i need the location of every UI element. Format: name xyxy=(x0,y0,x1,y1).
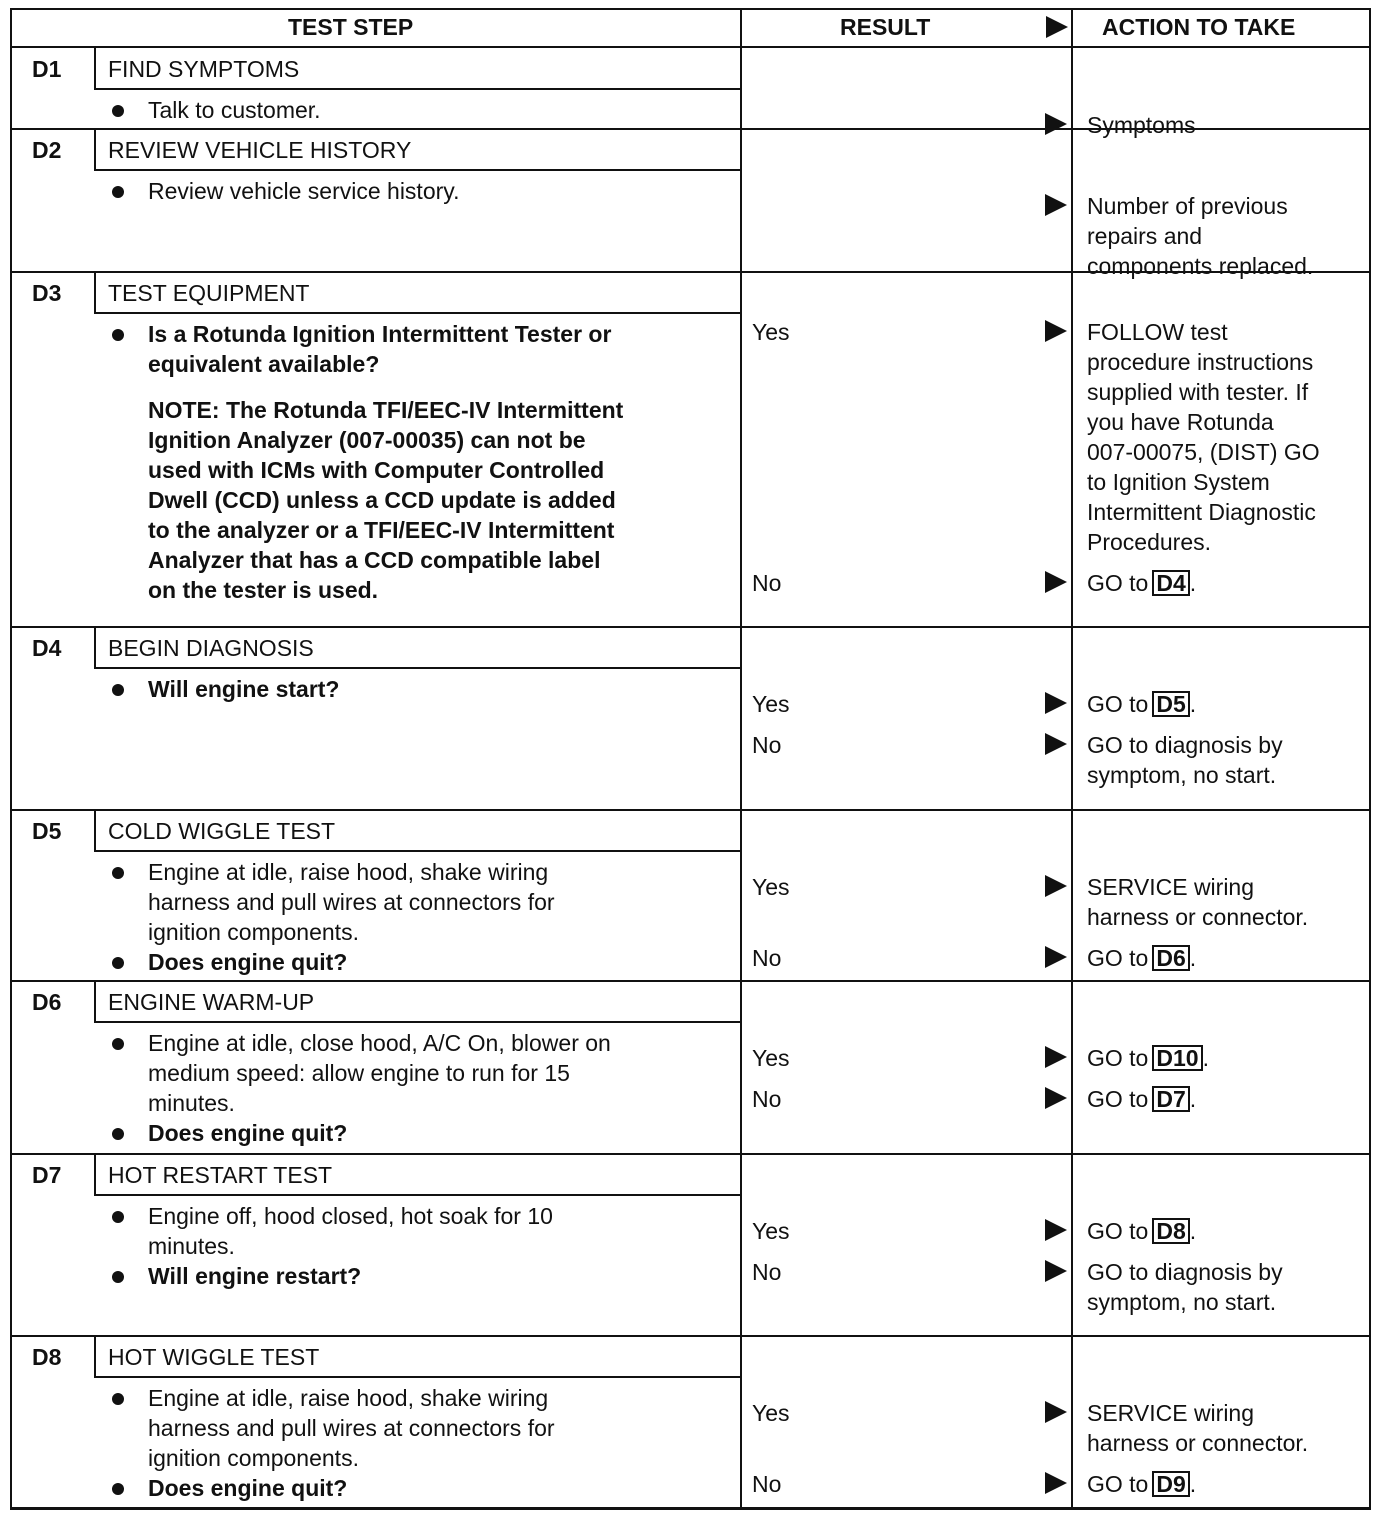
action-line: GO to D7 . xyxy=(1087,1086,1197,1112)
action-line: Number of previous xyxy=(1087,193,1288,219)
reference-suffix: . xyxy=(1189,691,1197,717)
step-reference-box[interactable]: D10 xyxy=(1152,1045,1202,1071)
result-value: No xyxy=(752,1471,782,1497)
step-id-divider xyxy=(94,1154,96,1195)
header-result: RESULT xyxy=(840,14,931,40)
step-title-underline xyxy=(94,312,740,314)
bullet-icon xyxy=(112,1393,124,1405)
action-line: 007-00075, (DIST) GO xyxy=(1087,439,1320,465)
step-title-underline xyxy=(94,1021,740,1023)
action-line: symptom, no start. xyxy=(1087,1289,1277,1315)
step-id: D6 xyxy=(32,989,62,1015)
table-top-border xyxy=(10,8,1371,10)
result-value: No xyxy=(752,1259,782,1285)
reference-suffix: . xyxy=(1189,570,1197,596)
diagnostic-table xyxy=(10,8,1371,1509)
reference-suffix: . xyxy=(1189,1086,1197,1112)
step-title: REVIEW VEHICLE HISTORY xyxy=(108,137,412,163)
procedure-line: Review vehicle service history. xyxy=(148,178,460,204)
procedure-line: Does engine quit? xyxy=(148,949,348,975)
arrow-icon xyxy=(1045,571,1067,593)
bullet-icon xyxy=(112,329,124,341)
procedure-line: minutes. xyxy=(148,1090,235,1116)
step-id-divider xyxy=(94,981,96,1022)
procedure-line: Engine at idle, raise hood, shake wiring xyxy=(148,859,549,885)
procedure-line: minutes. xyxy=(148,1233,235,1259)
bullet-icon xyxy=(112,186,124,198)
arrow-icon xyxy=(1045,1219,1067,1241)
step-separator xyxy=(10,1508,1371,1510)
step-id-divider xyxy=(94,810,96,851)
arrow-icon xyxy=(1045,1260,1067,1282)
header-underline xyxy=(10,46,1371,48)
bullet-icon xyxy=(112,1271,124,1283)
step-id: D5 xyxy=(32,818,62,844)
procedure-line: Engine off, hood closed, hot soak for 10 xyxy=(148,1203,553,1229)
reference-suffix: . xyxy=(1189,1471,1197,1497)
action-line: GO to D6 . xyxy=(1087,945,1197,971)
action-line: GO to diagnosis by xyxy=(1087,1259,1283,1285)
procedure-line: Dwell (CCD) unless a CCD update is added xyxy=(148,487,616,513)
arrow-icon xyxy=(1045,320,1067,342)
result-value: Yes xyxy=(752,874,790,900)
step-title-underline xyxy=(94,1194,740,1196)
procedure-line: used with ICMs with Computer Controlled xyxy=(148,457,605,483)
step-reference-box[interactable]: D8 xyxy=(1152,1218,1189,1244)
step-title: HOT RESTART TEST xyxy=(108,1162,333,1188)
procedure-line: medium speed: allow engine to run for 15 xyxy=(148,1060,570,1086)
arrow-icon xyxy=(1045,113,1067,135)
arrow-icon xyxy=(1045,875,1067,897)
arrow-icon xyxy=(1045,733,1067,755)
procedure-line: harness and pull wires at connectors for xyxy=(148,889,555,915)
procedure-line: Will engine restart? xyxy=(148,1263,362,1289)
action-line: harness or connector. xyxy=(1087,904,1309,930)
action-line: GO to diagnosis by xyxy=(1087,732,1283,758)
result-value: Yes xyxy=(752,1218,790,1244)
arrow-icon xyxy=(1045,692,1067,714)
result-value: Yes xyxy=(752,1400,790,1426)
table-left-border xyxy=(10,8,12,1509)
step-id: D7 xyxy=(32,1162,62,1188)
step-reference-box[interactable]: D5 xyxy=(1152,691,1189,717)
step-reference-box[interactable]: D4 xyxy=(1152,570,1189,596)
bullet-icon xyxy=(112,957,124,969)
column-divider-result xyxy=(740,8,742,1509)
step-title-underline xyxy=(94,667,740,669)
arrow-icon xyxy=(1045,1087,1067,1109)
step-separator xyxy=(10,1153,1371,1155)
action-line: GO to D5 . xyxy=(1087,691,1197,717)
action-line: SERVICE wiring xyxy=(1087,1400,1255,1426)
action-line: repairs and xyxy=(1087,223,1203,249)
procedure-line: Does engine quit? xyxy=(148,1475,348,1501)
step-id-divider xyxy=(94,272,96,313)
procedure-line: ignition components. xyxy=(148,1445,359,1471)
action-line: symptom, no start. xyxy=(1087,762,1277,788)
step-title: ENGINE WARM-UP xyxy=(108,989,315,1015)
result-value: Yes xyxy=(752,319,790,345)
bullet-icon xyxy=(112,1128,124,1140)
step-reference-box[interactable]: D6 xyxy=(1152,945,1189,971)
procedure-line: Talk to customer. xyxy=(148,97,321,123)
step-id: D3 xyxy=(32,280,62,306)
procedure-line: ignition components. xyxy=(148,919,359,945)
step-separator xyxy=(10,626,1371,628)
bullet-icon xyxy=(112,1483,124,1495)
procedure-line: NOTE: The Rotunda TFI/EEC-IV Intermittent xyxy=(148,397,624,423)
step-title-underline xyxy=(94,169,740,171)
bullet-icon xyxy=(112,105,124,117)
action-line: harness or connector. xyxy=(1087,1430,1309,1456)
action-line: GO to D4 . xyxy=(1087,570,1197,596)
arrow-icon xyxy=(1045,1046,1067,1068)
procedure-line: to the analyzer or a TFI/EEC-IV Intermittent xyxy=(148,517,615,543)
bullet-icon xyxy=(112,1211,124,1223)
action-line: components replaced. xyxy=(1087,253,1314,279)
header-action-to-take: ACTION TO TAKE xyxy=(1102,14,1296,40)
action-line: Intermittent Diagnostic xyxy=(1087,499,1316,525)
step-id: D1 xyxy=(32,56,62,82)
action-line: GO to D10 . xyxy=(1087,1045,1209,1071)
result-value: No xyxy=(752,570,782,596)
action-line: GO to D8 . xyxy=(1087,1218,1197,1244)
reference-suffix: . xyxy=(1189,1218,1197,1244)
action-line: GO to D9 . xyxy=(1087,1471,1197,1497)
step-title: COLD WIGGLE TEST xyxy=(108,818,336,844)
step-id: D2 xyxy=(32,137,62,163)
action-line: Procedures. xyxy=(1087,529,1212,555)
action-line: SERVICE wiring xyxy=(1087,874,1255,900)
bullet-icon xyxy=(112,684,124,696)
step-id-divider xyxy=(94,1336,96,1377)
step-id: D8 xyxy=(32,1344,62,1370)
procedure-line: equivalent available? xyxy=(148,351,380,377)
bullet-icon xyxy=(112,867,124,879)
procedure-line: Is a Rotunda Ignition Intermittent Tester or xyxy=(148,321,612,347)
header-arrow-icon xyxy=(1046,16,1068,38)
step-separator xyxy=(10,809,1371,811)
procedure-line: Will engine start? xyxy=(148,676,340,702)
result-value: Yes xyxy=(752,1045,790,1071)
result-value: No xyxy=(752,945,782,971)
column-divider-action xyxy=(1071,8,1073,1509)
action-line: supplied with tester. If xyxy=(1087,379,1309,405)
procedure-line: Engine at idle, close hood, A/C On, blower on xyxy=(148,1030,611,1056)
result-value: Yes xyxy=(752,691,790,717)
step-title: FIND SYMPTOMS xyxy=(108,56,300,82)
result-value: No xyxy=(752,732,782,758)
action-line: Symptoms xyxy=(1087,112,1196,138)
arrow-icon xyxy=(1045,1401,1067,1423)
reference-suffix: . xyxy=(1202,1045,1209,1071)
action-line: you have Rotunda xyxy=(1087,409,1274,435)
step-separator xyxy=(10,980,1371,982)
arrow-icon xyxy=(1045,946,1067,968)
step-id-divider xyxy=(94,627,96,668)
table-right-border xyxy=(1369,8,1371,1509)
procedure-line: Ignition Analyzer (007-00035) can not be xyxy=(148,427,586,453)
arrow-icon xyxy=(1045,1472,1067,1494)
step-title: HOT WIGGLE TEST xyxy=(108,1344,320,1370)
header-test-step: TEST STEP xyxy=(288,14,414,40)
action-line: to Ignition System xyxy=(1087,469,1270,495)
bullet-icon xyxy=(112,1038,124,1050)
step-id-divider xyxy=(94,129,96,170)
step-reference-box[interactable]: D7 xyxy=(1152,1086,1189,1112)
procedure-line: Engine at idle, raise hood, shake wiring xyxy=(148,1385,549,1411)
procedure-line: harness and pull wires at connectors for xyxy=(148,1415,555,1441)
step-reference-box[interactable]: D9 xyxy=(1152,1471,1189,1497)
arrow-icon xyxy=(1045,194,1067,216)
action-line: FOLLOW test xyxy=(1087,319,1228,345)
step-id: D4 xyxy=(32,635,62,661)
procedure-line: Does engine quit? xyxy=(148,1120,348,1146)
procedure-line: on the tester is used. xyxy=(148,577,379,603)
step-title-underline xyxy=(94,850,740,852)
action-line: procedure instructions xyxy=(1087,349,1314,375)
result-value: No xyxy=(752,1086,782,1112)
procedure-line: Analyzer that has a CCD compatible label xyxy=(148,547,601,573)
reference-suffix: . xyxy=(1189,945,1197,971)
step-id-divider xyxy=(94,48,96,89)
step-title: TEST EQUIPMENT xyxy=(108,280,310,306)
step-title-underline xyxy=(94,1376,740,1378)
step-title: BEGIN DIAGNOSIS xyxy=(108,635,314,661)
step-title-underline xyxy=(94,88,740,90)
step-separator xyxy=(10,1335,1371,1337)
